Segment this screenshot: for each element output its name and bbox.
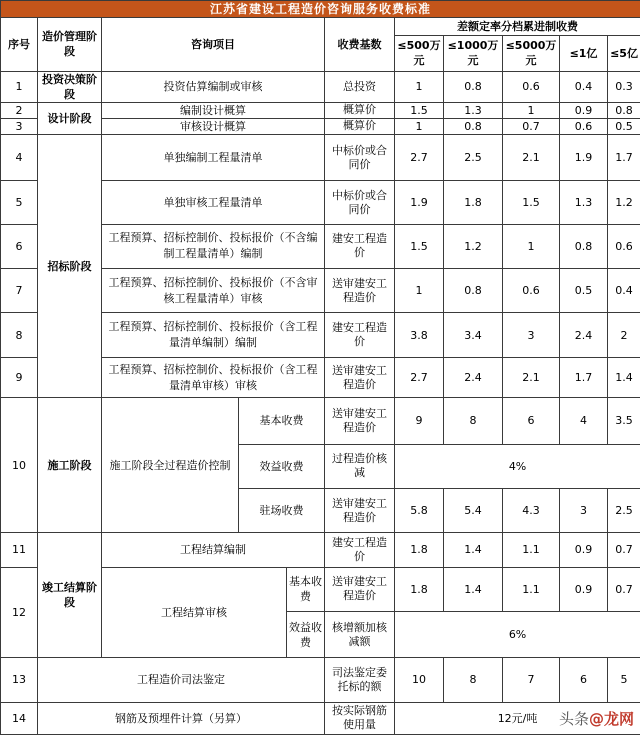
rate-cell: 1.5 — [395, 224, 444, 268]
watermark-brand: @龙网 — [588, 710, 634, 728]
group-cell: 施工阶段全过程造价控制 — [102, 398, 239, 533]
item-cell: 钢筋及预埋件计算（另算） — [38, 702, 325, 734]
rate-cell: 2.4 — [444, 357, 503, 397]
rate-cell: 2.4 — [560, 313, 608, 357]
rate-cell: 1.1 — [503, 567, 560, 611]
rate-cell: 1.2 — [444, 224, 503, 268]
row-number: 12 — [1, 567, 38, 658]
rate-cell: 2.7 — [395, 135, 444, 181]
rate-cell: 1.9 — [395, 181, 444, 224]
rate-cell: 2.5 — [608, 488, 640, 532]
rate-cell: 10 — [395, 658, 444, 702]
rate-cell: 0.9 — [560, 533, 608, 567]
rate-cell: 0.6 — [503, 269, 560, 313]
rate-cell: 4.3 — [503, 488, 560, 532]
rate-cell: 2.7 — [395, 357, 444, 397]
rate-cell: 1.8 — [395, 533, 444, 567]
item-cell: 工程结算审核 — [102, 567, 287, 658]
header-tier: ≤1亿 — [560, 36, 608, 71]
basis-cell: 送审建安工程造价 — [325, 398, 395, 444]
basis-cell: 中标价或合同价 — [325, 135, 395, 181]
rate-cell: 2 — [608, 313, 640, 357]
header-tier: ≤5亿 — [608, 36, 640, 71]
rate-cell: 6 — [503, 398, 560, 444]
row-number: 7 — [1, 269, 38, 313]
stage-cell: 招标阶段 — [38, 135, 102, 398]
rate-cell: 8 — [444, 398, 503, 444]
row-number: 4 — [1, 135, 38, 181]
rate-cell: 0.9 — [560, 567, 608, 611]
rate-cell: 1.2 — [608, 181, 640, 224]
basis-cell: 总投资 — [325, 71, 395, 102]
basis-cell: 送审建安工程造价 — [325, 269, 395, 313]
rate-cell: 6% — [395, 611, 640, 657]
header-tier: ≤1000万元 — [444, 36, 503, 71]
rate-cell: 1 — [395, 71, 444, 102]
rate-cell: 0.3 — [608, 71, 640, 102]
header-rate-group: 差额定率分档累进制收费 — [395, 18, 640, 36]
stage-cell: 竣工结算阶段 — [38, 533, 102, 658]
rate-cell: 0.8 — [444, 269, 503, 313]
header-basis: 收费基数 — [325, 18, 395, 71]
rate-cell: 8 — [444, 658, 503, 702]
rate-cell: 0.6 — [503, 71, 560, 102]
header-item: 咨询项目 — [102, 18, 325, 71]
rate-cell: 1.5 — [395, 102, 444, 118]
rate-cell: 0.5 — [560, 269, 608, 313]
rate-cell: 1.1 — [503, 533, 560, 567]
rate-cell: 2.1 — [503, 357, 560, 397]
basis-cell: 送审建安工程造价 — [325, 567, 395, 611]
rate-cell: 0.8 — [608, 102, 640, 118]
item-cell: 工程造价司法鉴定 — [38, 658, 325, 702]
rate-cell: 1.3 — [444, 102, 503, 118]
basis-cell: 建安工程造价 — [325, 533, 395, 567]
item-cell: 编制设计概算 — [102, 102, 325, 118]
rate-cell: 1 — [395, 118, 444, 134]
rate-cell: 0.6 — [608, 224, 640, 268]
item-cell: 工程预算、招标控制价、投标报价（不含编制工程量清单）编制 — [102, 224, 325, 268]
rate-cell: 4% — [395, 444, 640, 488]
rate-cell: 5.8 — [395, 488, 444, 532]
item-cell: 工程结算编制 — [102, 533, 325, 567]
table-row — [1, 702, 640, 734]
table-title: 江苏省建设工程造价咨询服务收费标准 — [1, 1, 640, 18]
rate-cell: 7 — [503, 658, 560, 702]
rate-cell: 0.8 — [444, 71, 503, 102]
rate-cell: 0.8 — [444, 118, 503, 134]
basis-cell: 核增额加核减额 — [325, 611, 395, 657]
row-number: 3 — [1, 118, 38, 134]
stage-cell: 设计阶段 — [38, 102, 102, 134]
rate-cell: 1.8 — [395, 567, 444, 611]
rate-cell: 1.4 — [444, 567, 503, 611]
table-row — [1, 71, 640, 102]
rate-cell: 4 — [560, 398, 608, 444]
table-row — [1, 658, 640, 702]
rate-cell: 3.5 — [608, 398, 640, 444]
rate-cell: 6 — [560, 658, 608, 702]
basis-cell: 司法鉴定委托标的额 — [325, 658, 395, 702]
stage-cell: 投资决策阶段 — [38, 71, 102, 102]
watermark-prefix: 头条 — [558, 710, 589, 728]
rate-cell: 0.8 — [560, 224, 608, 268]
sub-item-cell: 驻场收费 — [239, 488, 325, 532]
table-row — [1, 398, 640, 444]
rate-cell: 1 — [503, 102, 560, 118]
item-cell: 单独编制工程量清单 — [102, 135, 325, 181]
rate-cell: 0.7 — [608, 533, 640, 567]
rate-cell: 1.5 — [503, 181, 560, 224]
row-number: 6 — [1, 224, 38, 268]
rate-cell: 12元/吨 — [395, 702, 640, 734]
basis-cell: 建安工程造价 — [325, 224, 395, 268]
basis-cell: 建安工程造价 — [325, 313, 395, 357]
rate-cell: 2.1 — [503, 135, 560, 181]
table-row — [1, 135, 640, 181]
header-tier: ≤5000万元 — [503, 36, 560, 71]
basis-cell: 送审建安工程造价 — [325, 488, 395, 532]
basis-cell: 过程造价核减 — [325, 444, 395, 488]
row-number: 8 — [1, 313, 38, 357]
row-number: 14 — [1, 702, 38, 734]
basis-cell: 概算价 — [325, 118, 395, 134]
item-cell: 工程预算、招标控制价、投标报价（含工程量清单编制）编制 — [102, 313, 325, 357]
basis-cell: 按实际钢筋使用量 — [325, 702, 395, 734]
item-cell: 工程预算、招标控制价、投标报价（含工程量清单审核）审核 — [102, 357, 325, 397]
rate-cell: 1.4 — [444, 533, 503, 567]
rate-cell: 0.9 — [560, 102, 608, 118]
table-row — [1, 533, 640, 567]
rate-cell: 2.5 — [444, 135, 503, 181]
basis-cell: 送审建安工程造价 — [325, 357, 395, 397]
basis-cell: 概算价 — [325, 102, 395, 118]
rate-cell: 0.5 — [608, 118, 640, 134]
rate-cell: 3.8 — [395, 313, 444, 357]
rate-cell: 1 — [395, 269, 444, 313]
rate-cell: 0.7 — [503, 118, 560, 134]
rate-cell: 0.4 — [608, 269, 640, 313]
row-number: 9 — [1, 357, 38, 397]
sub-item-cell: 基本收费 — [287, 567, 325, 611]
rate-cell: 1.3 — [560, 181, 608, 224]
item-cell: 单独审核工程量清单 — [102, 181, 325, 224]
rate-cell: 3 — [503, 313, 560, 357]
basis-cell: 中标价或合同价 — [325, 181, 395, 224]
rate-cell: 0.4 — [560, 71, 608, 102]
table-row — [1, 102, 640, 118]
item-cell: 审核设计概算 — [102, 118, 325, 134]
sub-item-cell: 效益收费 — [287, 611, 325, 657]
header-tier: ≤500万元 — [395, 36, 444, 71]
row-number: 2 — [1, 102, 38, 118]
item-cell: 投资估算编制或审核 — [102, 71, 325, 102]
header-seq: 序号 — [1, 18, 38, 71]
row-number: 13 — [1, 658, 38, 702]
sub-item-cell: 效益收费 — [239, 444, 325, 488]
sub-item-cell: 基本收费 — [239, 398, 325, 444]
rate-cell: 1.8 — [444, 181, 503, 224]
watermark — [559, 708, 634, 729]
stage-cell: 施工阶段 — [38, 398, 102, 533]
rate-cell: 1.9 — [560, 135, 608, 181]
rate-cell: 9 — [395, 398, 444, 444]
row-number: 11 — [1, 533, 38, 567]
header-stage: 造价管理阶段 — [38, 18, 102, 71]
rate-cell: 0.6 — [560, 118, 608, 134]
rate-cell: 1.7 — [608, 135, 640, 181]
rate-cell: 1 — [503, 224, 560, 268]
row-number: 5 — [1, 181, 38, 224]
rate-cell: 5 — [608, 658, 640, 702]
item-cell: 工程预算、招标控制价、投标报价（不含审核工程量清单）审核 — [102, 269, 325, 313]
rate-cell: 3.4 — [444, 313, 503, 357]
row-number: 10 — [1, 398, 38, 533]
rate-cell: 0.7 — [608, 567, 640, 611]
rate-cell: 1.4 — [608, 357, 640, 397]
row-number: 1 — [1, 71, 38, 102]
rate-cell: 1.7 — [560, 357, 608, 397]
rate-cell: 3 — [560, 488, 608, 532]
rate-cell: 5.4 — [444, 488, 503, 532]
